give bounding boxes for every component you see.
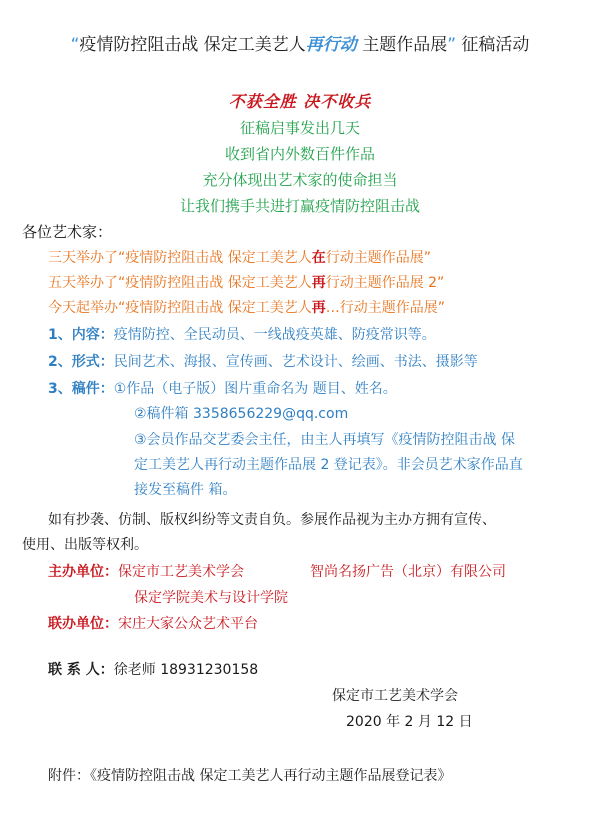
history-line: 五天举办了“疫情防控阻击战 保定工美艺人再行动主题作品展 2” [48,275,445,291]
host-secondary: 智尚名扬广告（北京）有限公司 [310,564,506,580]
item-content: 1、内容：疫情防控、全民动员、一线战疫英雄、防疫常识等。 [48,327,436,343]
item-submission: 3、稿件：①作品（电子版）图片重命名为 题目、姓名。 [48,381,397,397]
page-title: “疫情防控阻击战 保定工美艺人再行动 主题作品展” 征稿活动 [70,35,530,55]
disclaimer-line: 如有抄袭、仿制、版权纠纷等文责自负。参展作品视为主办方拥有宣传、 [48,512,496,528]
intro-line: 让我们携手共进打赢疫情防控阻击战 [179,197,420,215]
email-address[interactable]: 3358656229@qq.com [193,406,349,422]
note-line: ③会员作品交艺委会主任，由主人再填写《疫情防控阻击战 保 [134,432,515,448]
slogan: 不获全胜 决不收兵 [228,92,372,111]
history-line: 今天起举办“疫情防控阻击战 保定工美艺人再…行动主题作品展” [48,300,445,316]
host-tertiary: 保定学院美术与设计学院 [134,590,288,606]
greeting: 各位艺术家： [22,223,113,241]
host-row: 主办单位：保定市工艺美术学会 [48,564,244,580]
intro-line: 充分体现出艺术家的使命担当 [202,171,398,189]
intro-line: 征稿启事发出几天 [239,119,360,137]
history-line: 三天举办了“疫情防控阻击战 保定工美艺人在行动主题作品展” [48,250,431,266]
contact-row: 联 系 人：徐老师 18931230158 [48,662,259,678]
disclaimer-line: 使用、出版等权利。 [22,537,148,553]
intro-line: 收到省内外数百件作品 [224,145,375,163]
email-line: ②稿件箱 3358656229@qq.com [134,406,349,422]
attachment-line: 附件：《疫情防控阻击战 保定工美艺人再行动主题作品展登记表》 [48,768,452,784]
item-form: 2、形式：民间艺术、海报、宣传画、艺术设计、绘画、书法、摄影等 [48,354,478,370]
note-line: 定工美艺人再行动主题作品展 2 登记表》。非会员艺术家作品直 [134,457,523,473]
signature-org: 保定市工艺美术学会 [332,688,458,704]
title-emphasis: 再行动 [305,35,357,55]
signature-date: 2020 年 2 月 12 日 [346,714,473,730]
note-line: 接发至稿件 箱。 [134,482,237,498]
co-host-row: 联办单位：宋庄大家公众艺术平台 [48,616,258,632]
